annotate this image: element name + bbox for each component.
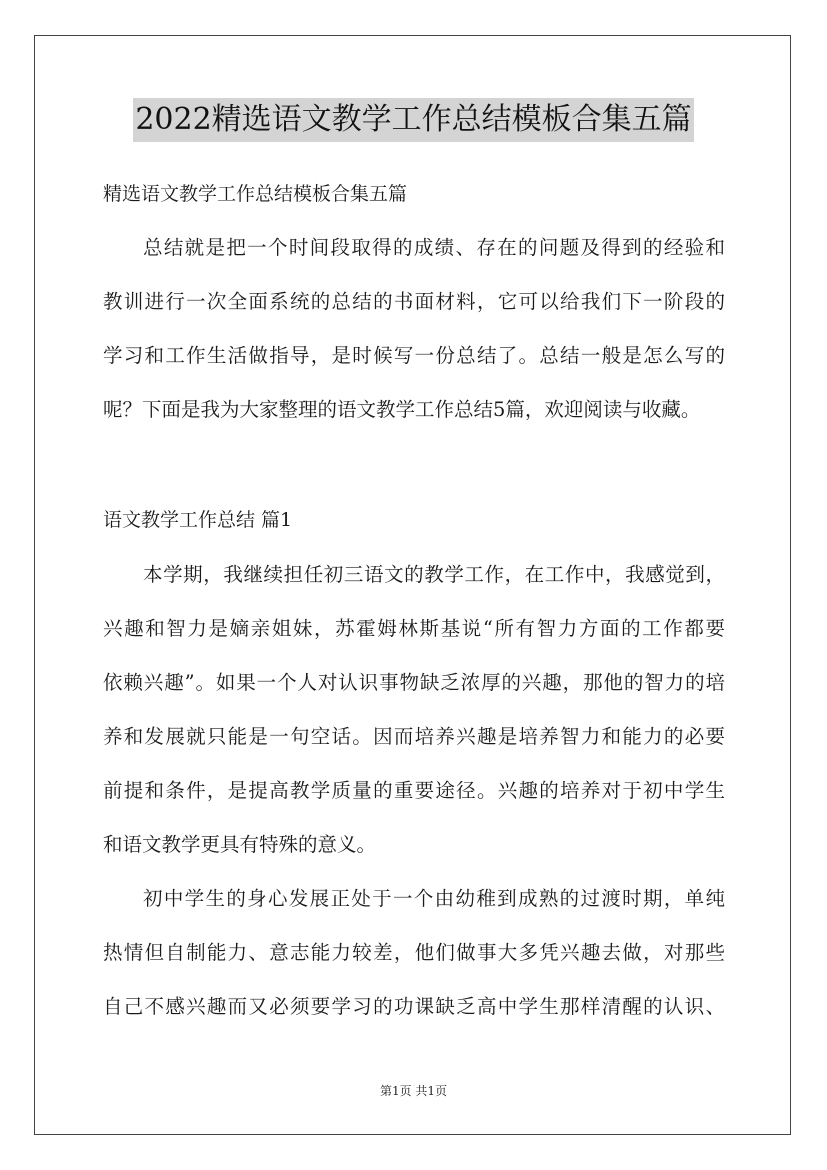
title-container	[0, 98, 827, 142]
page-footer: 第1页 共1页	[379, 1084, 448, 1098]
para1-line: 依赖兴趣”。如果一个人对认识事物缺乏浓厚的兴趣，那他的智力的培	[103, 671, 725, 694]
document-subtitle: 精选语文教学工作总结模板合集五篇	[103, 183, 408, 205]
para1-line: 兴趣和智力是嫡亲姐妹，苏霍姆林斯基说“所有智力方面的工作都要	[103, 617, 725, 640]
section-heading: 语文教学工作总结 篇1	[103, 509, 293, 531]
para1-line: 养和发展就只能是一句空话。因而培养兴趣是培养智力和能力的必要	[103, 725, 725, 748]
intro-line: 教训进行一次全面系统的总结的书面材料，它可以给我们下一阶段的	[103, 290, 725, 313]
intro-line: 呢？下面是我为大家整理的语文教学工作总结5篇，欢迎阅读与收藏。	[103, 398, 701, 421]
document-title: 2022精选语文教学工作总结模板合集五篇	[133, 98, 693, 142]
para2-line: 热情但自制能力、意志能力较差，他们做事大多凭兴趣去做，对那些	[103, 941, 725, 964]
para1-line: 本学期，我继续担任初三语文的教学工作，在工作中，我感觉到，	[143, 563, 725, 586]
intro-line: 学习和工作生活做指导，是时候写一份总结了。总结一般是怎么写的	[103, 344, 725, 367]
para2-line: 自己不感兴趣而又必须要学习的功课缺乏高中学生那样清醒的认识、	[103, 995, 725, 1018]
para2-line: 初中学生的身心发展正处于一个由幼稚到成熟的过渡时期，单纯	[143, 887, 725, 910]
para1-line: 前提和条件，是提高教学质量的重要途径。兴趣的培养对于初中学生	[103, 779, 725, 802]
para1-line: 和语文教学更具有特殊的意义。	[103, 833, 377, 856]
intro-line: 总结就是把一个时间段取得的成绩、存在的问题及得到的经验和	[143, 236, 725, 259]
